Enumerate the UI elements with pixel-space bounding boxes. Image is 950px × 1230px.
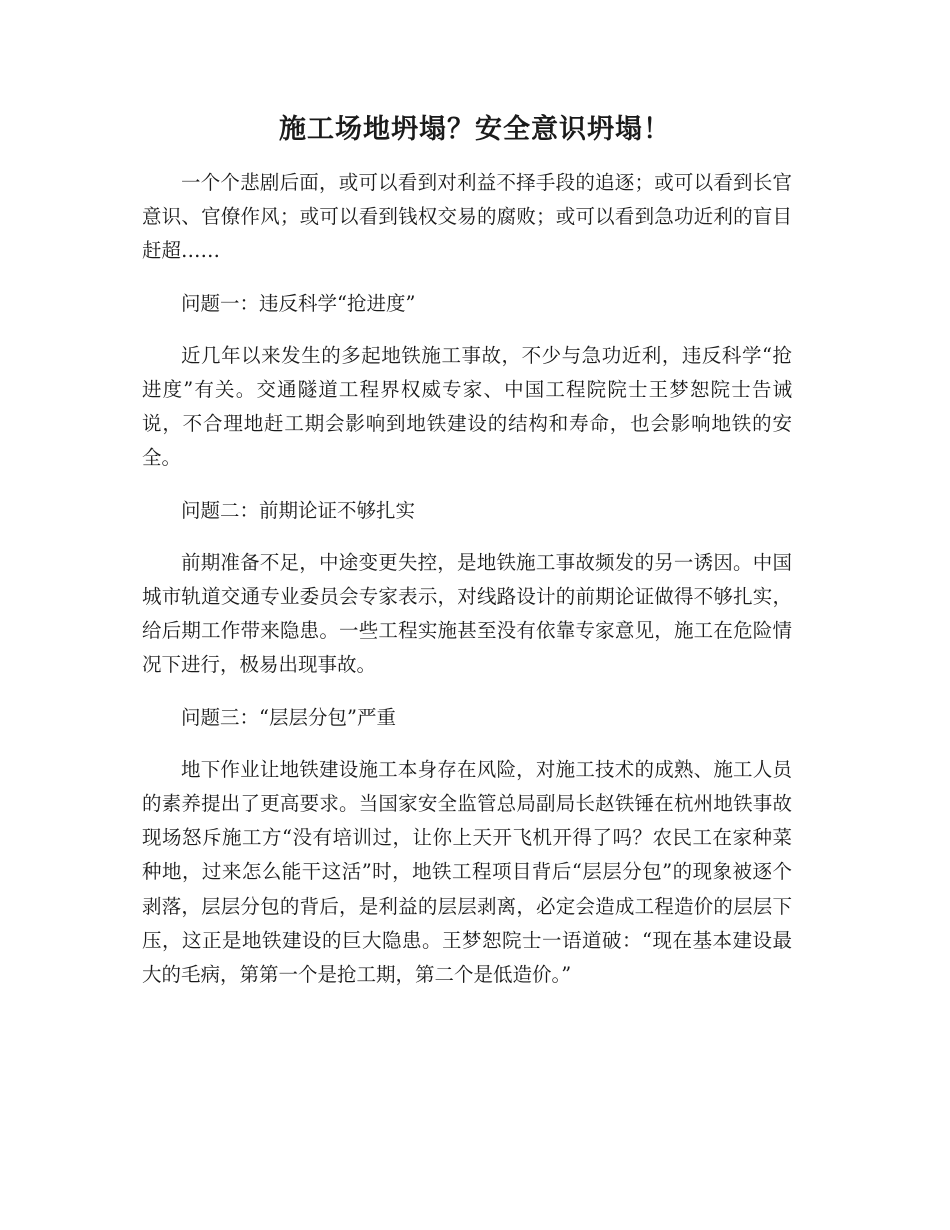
section-1-body: 近几年以来发生的多起地铁施工事故，不少与急功近利，违反科学“抢进度”有关。交通隧道工程界权威专家、中国工程院院士王梦恕院士告诫说，不合理地赶工期会影响到地铁建设的结构和寿命，也会影响地铁的安全。 <box>142 343 792 470</box>
section-2-heading: 问题二：前期论证不够扎实 <box>181 498 416 522</box>
intro-paragraph: 一个个悲剧后面，或可以看到对利益不择手段的追逐；或可以看到长官意识、官僚作风；或可以看到钱权交易的腐败；或可以看到急功近利的盲目赶超…… <box>142 171 792 263</box>
document-body <box>142 166 792 992</box>
section-3-heading: 问题三：“层层分包”严重 <box>181 705 396 729</box>
document-title: 施工场地坍塌？安全意识坍塌！ <box>279 114 671 145</box>
section-3-body: 地下作业让地铁建设施工本身存在风险，对施工技术的成熟、施工人员的素养提出了更高要求。当国家安全监管总局副局长赵铁锤在杭州地铁事故现场怒斥施工方“没有培训过，让你上天开飞机开得了吗？农民工在家种菜种地，过来怎么能干这活”时，地铁工程项目背后“层层分包”的现象被逐个剥落，层层分包的背后，是利益的层层剥离，必定会造成工程造价的层层下压，这正是地铁建设的巨大隐患。王梦恕院士一语道破：“现在基本建设最大的毛病，第第一个是抢工期，第二个是低造价。” <box>142 757 792 987</box>
section-1-heading: 问题一：违反科学“抢进度” <box>181 291 416 315</box>
section-2-body: 前期准备不足，中途变更失控，是地铁施工事故频发的另一诱因。中国城市轨道交通专业委员会专家表示，对线路设计的前期论证做得不够扎实，给后期工作带来隐患。一些工程实施甚至没有依靠专家意见，施工在危险情况下进行，极易出现事故。 <box>142 550 792 677</box>
